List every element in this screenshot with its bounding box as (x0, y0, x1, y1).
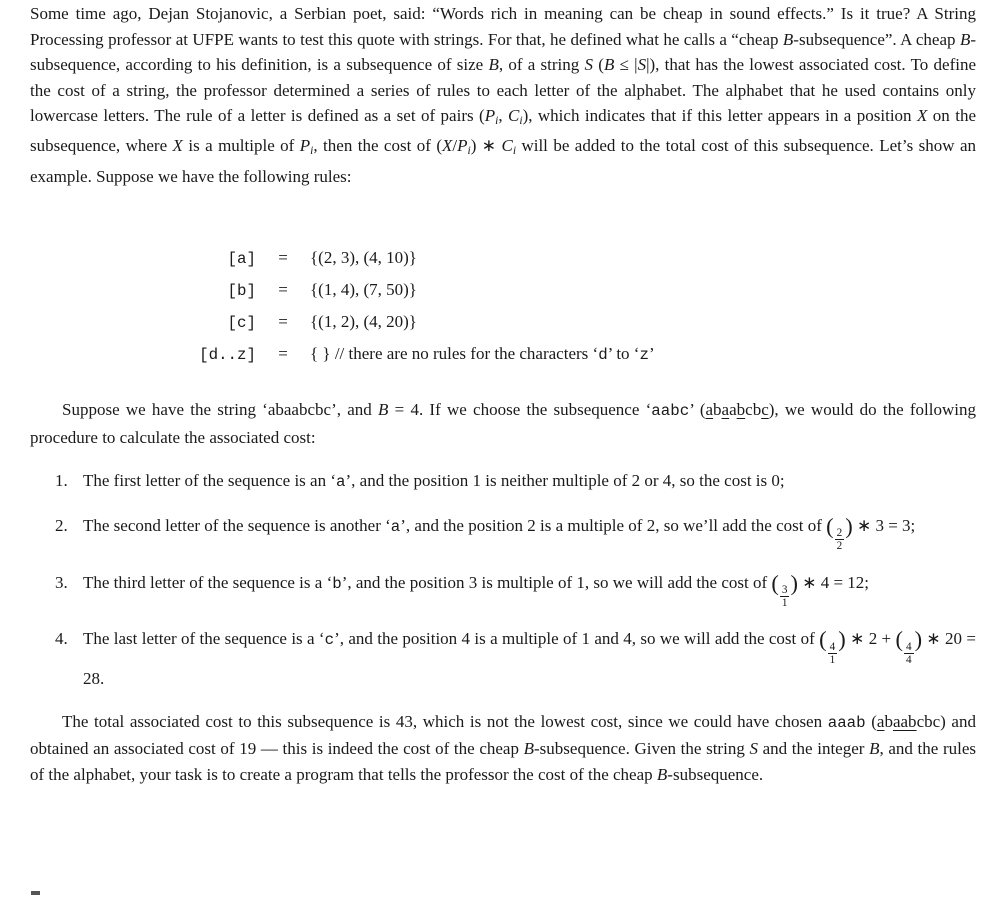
conclusion-paragraph: The total associated cost to this subsequence is 43, which is not the lowest cost, since we could have chosen aaab (abaabcbc) and obtained an associated cost of 19 — this is indeed the cost of the cheap B-subsequence. Given the string S and the integer B, and the rules of the alphabet, your task is to create a program that tells the professor the cost of the cheap B-subsequence. (30, 711, 977, 784)
step-item-1 (30, 468, 976, 496)
rule-label: [b] (227, 282, 256, 301)
step-item-3 (30, 570, 976, 610)
rule-row-d-to-z (30, 341, 976, 373)
rules-display (30, 245, 976, 373)
equals-sign: = (278, 248, 288, 268)
step-item-4 (30, 626, 976, 691)
equals-sign: = (278, 344, 288, 364)
rule-label: [a] (227, 250, 256, 269)
step-text: The third letter of the sequence is a ‘b’, and the position 3 is multiple of 1, so we will add the cost of ( $\frac{3}{1}$ ) ∗ 4 = 12; (83, 570, 870, 610)
rule-label: [c] (227, 314, 256, 333)
step-number: 3. (55, 572, 68, 592)
rule-row-b (30, 277, 976, 309)
example-intro-paragraph: Suppose we have the string ‘abaabcbc’, and B = 4. If we choose the subsequence ‘aabc’ (abaabcbc), we would do the following procedure to calculate the associated cost: (30, 400, 977, 447)
step-number: 2. (55, 515, 68, 535)
rule-row-c (30, 309, 976, 341)
rule-label: [d..z] (199, 346, 256, 365)
next-section-partial-glyph (31, 891, 40, 895)
rule-value: {(1, 4), (7, 50)} (310, 280, 417, 300)
step-text: The second letter of the sequence is another ‘a’, and the position 2 is a multiple of 2, so we’ll add the cost of ( $\frac{2}{2}$ ) ∗ 3 = 3; (83, 513, 916, 553)
step-number: 4. (55, 629, 68, 649)
rule-row-a (30, 245, 976, 277)
step-text: The last letter of the sequence is a ‘c’, and the position 4 is a multiple of 1 and 4, so we will add the cost of ( $\frac{4}{1}$ ) ∗ 2 + ( $\frac{4}{4}$ ) ∗ 20 = 28. (83, 627, 976, 689)
equals-sign: = (278, 280, 288, 300)
rule-value: {(1, 2), (4, 20)} (310, 312, 417, 332)
procedure-steps-list (30, 468, 976, 691)
step-text: The first letter of the sequence is an ‘a’, and the position 1 is neither multiple of 2 or 4, so the cost is 0; (83, 471, 785, 492)
rule-value: {(2, 3), (4, 10)} (310, 248, 417, 268)
rule-value: { } // there are no rules for the characters ‘d’ to ‘z’ (310, 344, 655, 365)
step-item-2 (30, 513, 976, 553)
step-number: 1. (55, 471, 68, 491)
equals-sign: = (278, 312, 288, 332)
intro-paragraph: Some time ago, Dejan Stojanovic, a Serbian poet, said: “Words rich in meaning can be cheap in sound effects.” Is it true? A String Processing professor at UFPE wants to test this quote with strings. For that, he defined what he calls a “cheap B-subsequence”. A cheap B-subsequence, according to his definition, is a subsequence of size B, of a string S (B ≤ |S|), that has the lowest associated cost. To define the cost of a string, the professor determined a series of rules to each letter of the alphabet. The alphabet that he used contains only lowercase letters. The rule of a letter is defined as a set of pairs (Pi, Ci), which indicates that if this letter appears in a position X on the subsequence, where X is a multiple of Pi, then the cost of (X/Pi) ∗ Ci will be added to the total cost of this subsequence. Let’s show an example. Suppose we have the following rules: (30, 4, 977, 186)
